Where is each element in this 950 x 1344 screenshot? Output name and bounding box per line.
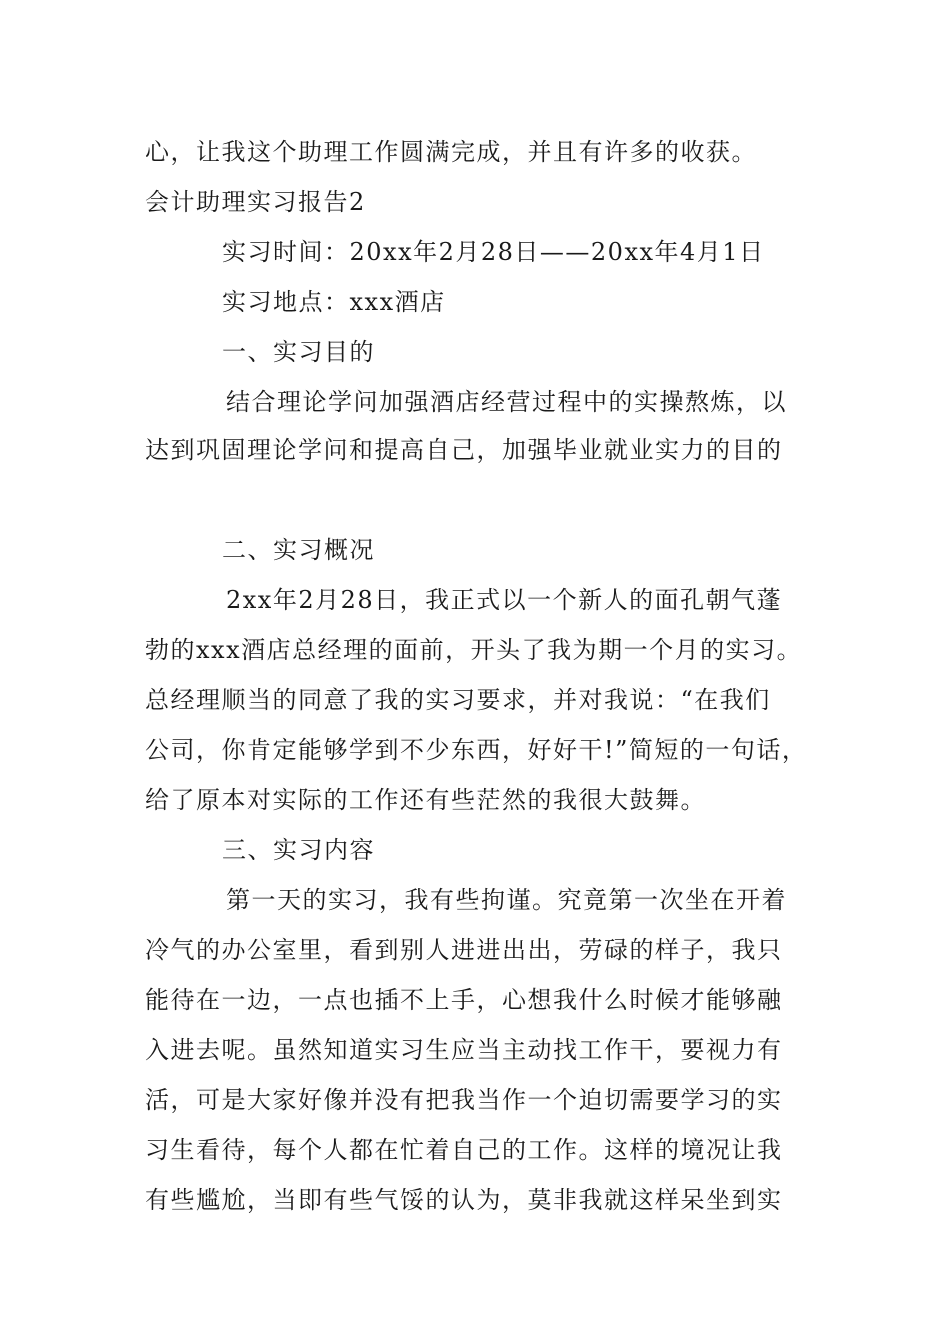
heading-purpose: 一、实习目的	[222, 338, 375, 366]
paragraph-line: 总经理顺当的同意了我的实习要求，并对我说：“在我们	[145, 686, 771, 714]
paragraph-line: 公司，你肯定能够学到不少东西，好好干!”简短的一句话，	[145, 736, 808, 764]
paragraph-line: 入进去呢。虽然知道实习生应当主动找工作干，要视力有	[145, 1036, 783, 1064]
internship-location: 实习地点：xxx酒店	[222, 288, 446, 316]
paragraph-line: 第一天的实习，我有些拘谨。究竟第一次坐在开着	[226, 886, 787, 914]
paragraph-line: 有些尴尬，当即有些气馁的认为，莫非我就这样呆坐到实	[145, 1186, 783, 1214]
internship-time: 实习时间：20xx年2月28日——20xx年4月1日	[222, 238, 765, 266]
heading-content: 三、实习内容	[222, 836, 375, 864]
paragraph-line: 心，让我这个助理工作圆满完成，并且有许多的收获。	[145, 138, 757, 166]
paragraph-line: 勃的xxx酒店总经理的面前，开头了我为期一个月的实习。	[145, 636, 803, 664]
paragraph-line: 给了原本对实际的工作还有些茫然的我很大鼓舞。	[145, 786, 706, 814]
paragraph-line: 能待在一边，一点也插不上手，心想我什么时候才能够融	[145, 986, 783, 1014]
paragraph-line: 2xx年2月28日，我正式以一个新人的面孔朝气蓬	[226, 586, 783, 614]
paragraph-line: 结合理论学问加强酒店经营过程中的实操熬炼，以	[226, 388, 787, 416]
paragraph-line: 活，可是大家好像并没有把我当作一个迫切需要学习的实	[145, 1086, 783, 1114]
paragraph-line: 达到巩固理论学问和提高自己，加强毕业就业实力的目的	[145, 436, 783, 464]
paragraph-line: 冷气的办公室里，看到别人进进出出，劳碌的样子，我只	[145, 936, 783, 964]
heading-overview: 二、实习概况	[222, 536, 375, 564]
section-title: 会计助理实习报告2	[145, 188, 366, 216]
paragraph-line: 习生看待，每个人都在忙着自己的工作。这样的境况让我	[145, 1136, 783, 1164]
